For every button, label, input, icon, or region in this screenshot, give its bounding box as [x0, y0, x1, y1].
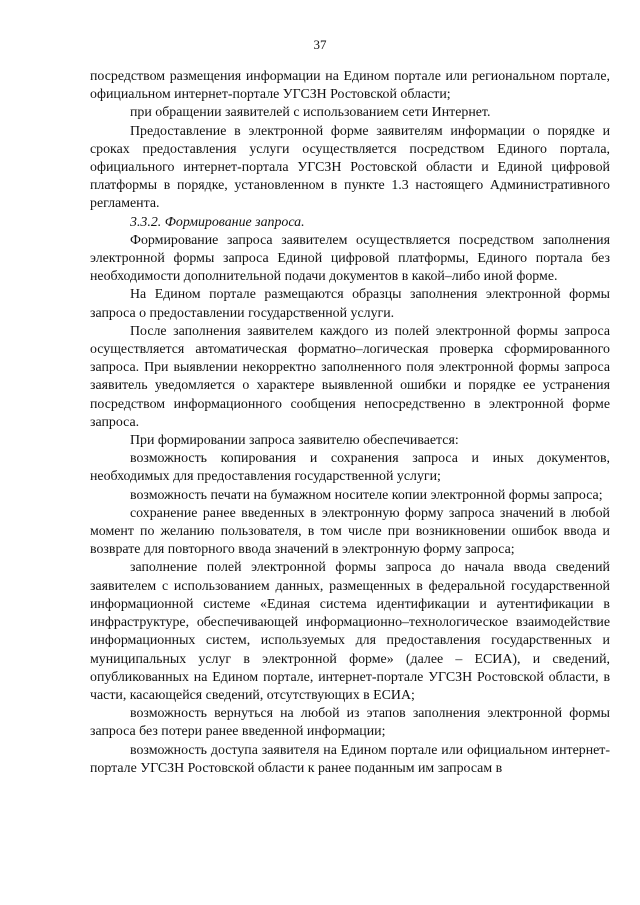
paragraph: После заполнения заявителем каждого из полей электронной формы запроса осуществляется автоматическая форматно–логическая проверка сформированного запроса. При выявлении некорректно заполненного поля электронной формы запроса заявитель уведомляется о характере выявленной ошибки и порядке ее устранения посредством информационного сообщения непосредственно в электронной форме запроса. — [90, 323, 610, 430]
paragraph: Формирование запроса заявителем осуществляется посредством заполнения электронной формы запроса Единой цифровой платформы, Единого портала без необходимости дополнительной подачи документов в какой–либо иной форме. — [90, 232, 610, 285]
document-body — [90, 68, 610, 778]
list-item: заполнение полей электронной формы запроса до начала ввода сведений заявителем с использованием данных, размещенных в федеральной государственной информационной системе «Единая система идентификации и аутентификации в инфраструктуре, обеспечивающей информационно–технологическое взаимодействие информационных систем, используемых для предоставления государственных и муниципальных услуг в электронной форме» (далее – ЕСИА), и сведений, опубликованных на Едином портале, интернет-портале УГСЗН Ростовской области, в части, касающейся сведений, отсутствующих в ЕСИА; — [90, 560, 610, 703]
list-item: возможность вернуться на любой из этапов заполнения электронной формы запроса без потери ранее введенной информации; — [90, 706, 610, 740]
paragraph: При формировании запроса заявителю обеспечивается: — [130, 433, 459, 449]
paragraph: Предоставление в электронной форме заявителям информации о порядке и сроках предоставления услуги осуществляется посредством Единого портала, официального интернет-портала УГСЗН Ростовской области и Единой цифровой платформы в порядке, установленном в пункте 1.3 настоящего Административного регламента. — [90, 123, 610, 212]
list-item: возможность доступа заявителя на Едином портале или официальном интернет-портале УГСЗН Ростовской области к ранее поданным им запросам в — [90, 742, 610, 776]
paragraph-continuation: посредством размещения информации на Едином портале или региональном портале, официальном интернет-портале УГСЗН Ростовской области; — [90, 69, 610, 103]
list-item: возможность печати на бумажном носителе копии электронной формы запроса; — [130, 487, 603, 503]
section-heading: 3.3.2. Формирование запроса. — [130, 214, 305, 230]
paragraph: при обращении заявителей с использованием сети Интернет. — [130, 105, 491, 121]
list-item: возможность копирования и сохранения запроса и иных документов, необходимых для предоставления государственной услуги; — [90, 451, 610, 485]
page-number: 37 — [313, 37, 327, 52]
list-item: сохранение ранее введенных в электронную форму запроса значений в любой момент по желанию пользователя, в том числе при возникновении ошибок ввода и возврате для повторного ввода значений в электронную форму запроса; — [90, 505, 610, 558]
paragraph: На Едином портале размещаются образцы заполнения электронной формы запроса о предоставлении государственной услуги. — [90, 287, 610, 321]
